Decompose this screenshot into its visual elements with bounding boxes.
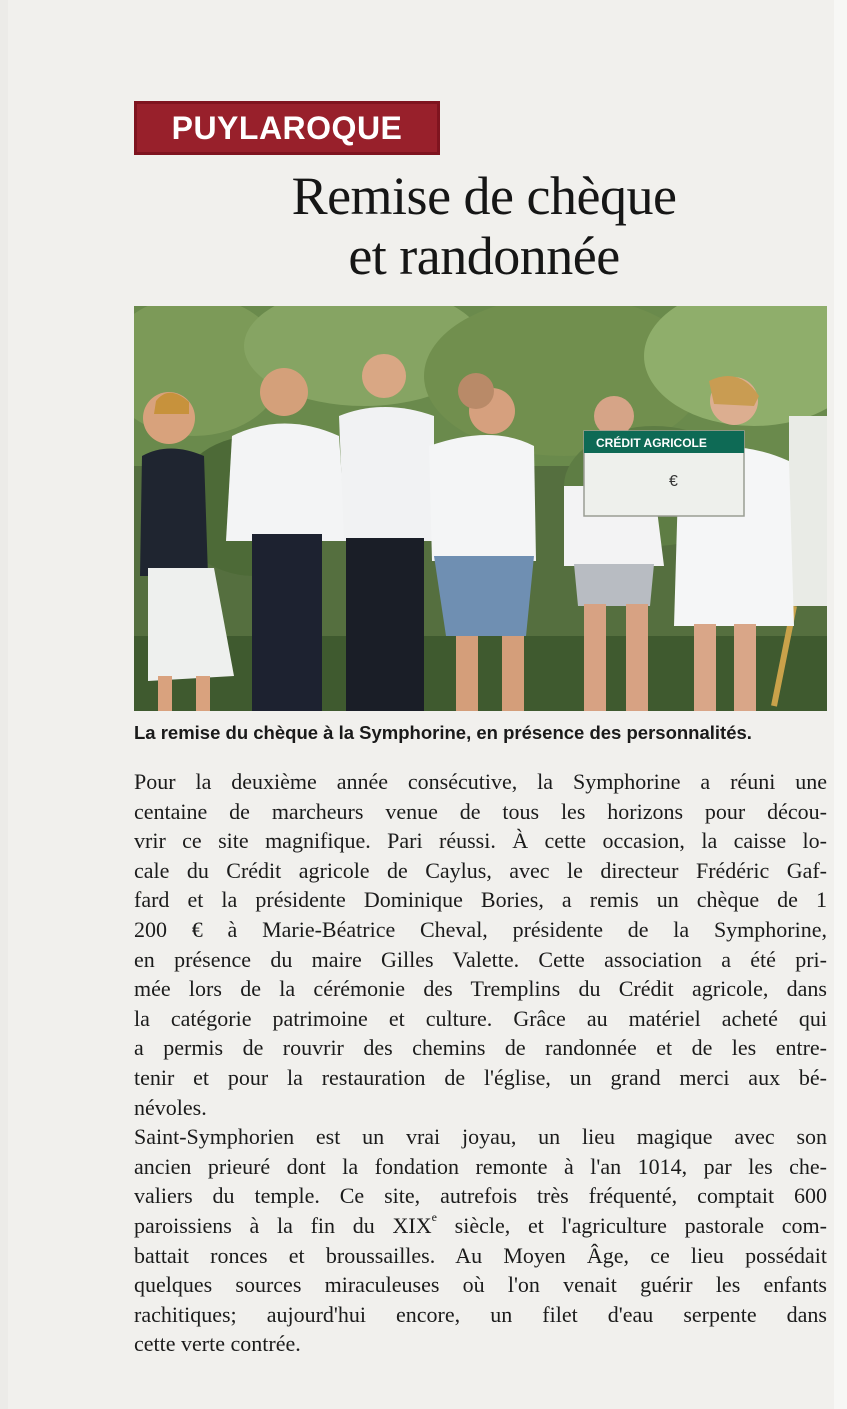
body-line: mée lors de la cérémonie des Tremplins du Crédit agricole, dans	[134, 976, 827, 1002]
body-line: névoles.	[134, 1094, 207, 1120]
kicker-label: PUYLAROQUE	[171, 110, 403, 146]
check-amount-symbol: €	[669, 473, 678, 490]
body-line: valiers du temple. Ce site, autrefois très fréquenté, comptait 600	[134, 1183, 827, 1209]
body-line: tenir et pour la restauration de l'église, un grand merci aux bé-	[134, 1064, 827, 1090]
body-line: quelques sources miraculeuses où l'on venait guérir les enfants	[134, 1272, 827, 1298]
body-line: fard et la présidente Dominique Bories, a remis un chèque de 1	[134, 887, 827, 913]
century-text-after: siècle, et l'agriculture pastorale com-	[436, 1212, 827, 1238]
body-line: Saint-Symphorien est un vrai joyau, un lieu magique avec son	[134, 1124, 827, 1150]
check-bank-label: CRÉDIT AGRICOLE	[596, 436, 707, 450]
body-line: cale du Crédit agricole de Caylus, avec le directeur Frédéric Gaf-	[134, 857, 827, 883]
body-line: battait ronces et broussailles. Au Moyen Âge, ce lieu possédait	[134, 1242, 827, 1268]
headline-line-2: et randonnée	[348, 226, 620, 286]
body-line-century	[134, 1211, 827, 1241]
body-line: cette verte contrée.	[134, 1331, 301, 1357]
body-line: a permis de rouvrir des chemins de randonnée et de les entre-	[134, 1035, 827, 1061]
article-photo	[134, 306, 827, 711]
photo-caption: La remise du chèque à la Symphorine, en présence des personnalités.	[134, 722, 752, 743]
article-headline	[134, 166, 834, 286]
page-edge	[834, 0, 847, 1409]
century-text-before: paroissiens à la fin du XIX	[134, 1212, 432, 1238]
article-body	[134, 767, 827, 1359]
section-kicker	[134, 101, 440, 155]
body-line: centaine de marcheurs venue de tous les horizons pour décou-	[134, 798, 827, 824]
body-line: rachitiques; aujourd'hui encore, un filet d'eau serpente dans	[134, 1301, 827, 1327]
photo-illustration	[134, 306, 827, 711]
body-line: ancien prieuré dont la fondation remonte à l'an 1014, par les che-	[134, 1153, 827, 1179]
body-line: vrir ce site magnifique. Pari réussi. À cette occasion, la caisse lo-	[134, 828, 827, 854]
headline-line-1: Remise de chèque	[291, 166, 677, 226]
body-line: Pour la deuxième année consécutive, la Symphorine a réuni une	[134, 769, 827, 794]
body-line: en présence du maire Gilles Valette. Cette association a été pri-	[134, 946, 827, 972]
body-line: la catégorie patrimoine et culture. Grâce au matériel acheté qui	[134, 1005, 827, 1031]
century-superscript: e	[431, 1209, 437, 1224]
body-line: 200 € à Marie-Béatrice Cheval, présidente de la Symphorine,	[134, 916, 827, 942]
